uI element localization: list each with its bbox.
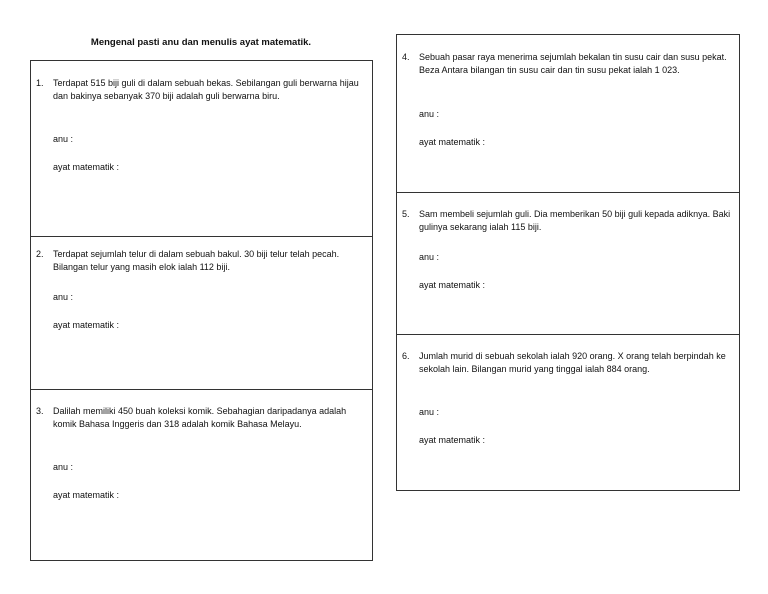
worksheet-title: Mengenal pasti anu dan menulis ayat matematik. — [90, 37, 312, 48]
anu-label: anu : — [53, 462, 74, 472]
question-number: 4. — [402, 52, 410, 62]
ayat-matematik-label: ayat matematik : — [419, 435, 486, 445]
question-text: Jumlah murid di sebuah sekolah ialah 920 orang. X orang telah berpindah ke sekolah lain. Bilangan murid yang tinggal ialah 884 orang. — [419, 351, 726, 374]
question-text: Sam membeli sejumlah guli. Dia memberikan 50 biji guli kepada adiknya. Baki gulinya sekarang ialah 115 biji. — [419, 209, 731, 232]
question-box-2 — [31, 236, 372, 389]
question-box-4 — [397, 35, 739, 192]
question-box-6 — [397, 334, 739, 490]
question-text: Sebuah pasar raya menerima sejumlah bekalan tin susu cair dan susu pekat. Beza Antara bilangan tin susu cair dan tin susu pekat ialah 1 023. — [419, 52, 727, 75]
left-column — [30, 60, 373, 561]
question-box-1 — [31, 61, 372, 236]
question-number: 2. — [36, 249, 44, 259]
question-number: 6. — [402, 351, 410, 361]
question-box-5 — [397, 192, 739, 334]
question-text: Dalilah memiliki 450 buah koleksi komik. Sebahagian daripadanya adalah komik Bahasa Inggeris dan 318 adalah komik Bahasa Melayu. — [53, 406, 347, 429]
anu-label: anu : — [419, 407, 440, 417]
ayat-matematik-label: ayat matematik : — [53, 320, 120, 330]
question-text: Terdapat 515 biji guli di dalam sebuah bekas. Sebilangan guli berwarna hijau dan bakinya sebanyak 370 biji adalah guli berwarna biru. — [53, 78, 359, 101]
ayat-matematik-label: ayat matematik : — [53, 162, 120, 172]
anu-label: anu : — [419, 252, 440, 262]
anu-label: anu : — [53, 134, 74, 144]
question-text: Terdapat sejumlah telur di dalam sebuah bakul. 30 biji telur telah pecah. Bilangan telur yang masih elok ialah 112 biji. — [53, 249, 340, 272]
anu-label: anu : — [53, 292, 74, 302]
right-column — [396, 34, 740, 491]
ayat-matematik-label: ayat matematik : — [419, 137, 486, 147]
question-number: 5. — [402, 209, 410, 219]
ayat-matematik-label: ayat matematik : — [53, 490, 120, 500]
question-box-3 — [31, 389, 372, 561]
question-number: 1. — [36, 78, 44, 88]
anu-label: anu : — [419, 109, 440, 119]
question-number: 3. — [36, 406, 44, 416]
ayat-matematik-label: ayat matematik : — [419, 280, 486, 290]
